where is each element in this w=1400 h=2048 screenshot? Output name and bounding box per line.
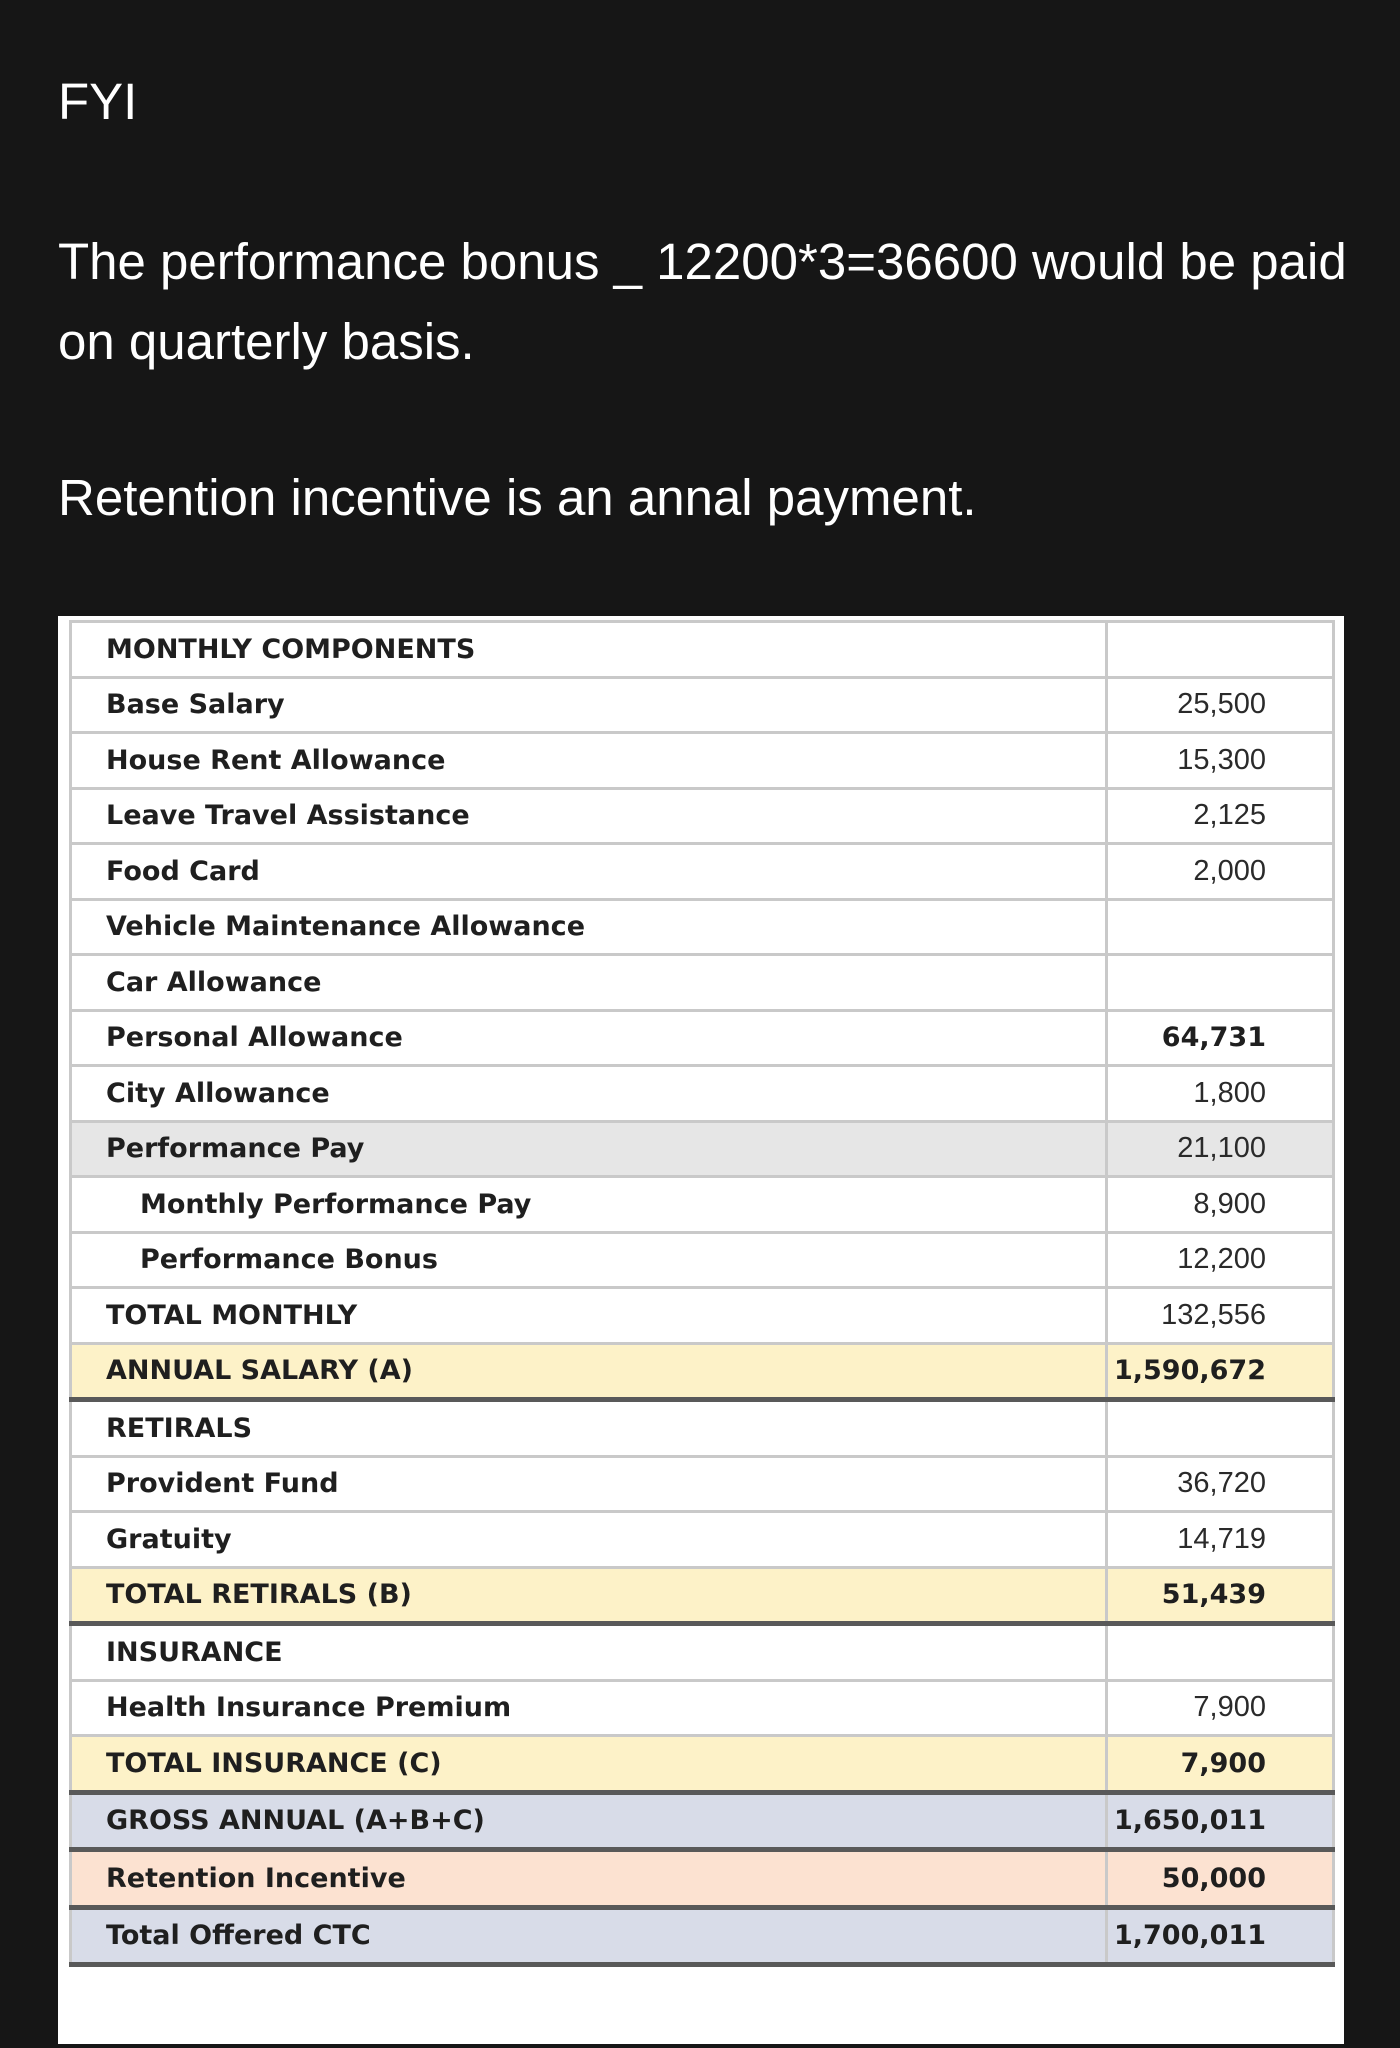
table-row	[71, 1567, 1334, 1624]
row-label: Base Salary	[71, 677, 1107, 733]
row-value	[1107, 1624, 1334, 1681]
row-value: 64,731	[1107, 1010, 1334, 1066]
row-value: 50,000	[1107, 1850, 1334, 1908]
table-row	[71, 1010, 1334, 1066]
row-value: 1,800	[1107, 1066, 1334, 1122]
row-value: 21,100	[1107, 1121, 1334, 1177]
table-row	[71, 899, 1334, 955]
row-label: GROSS ANNUAL (A+B+C)	[71, 1792, 1107, 1850]
row-label: TOTAL MONTHLY	[71, 1288, 1107, 1344]
row-value: 1,700,011	[1107, 1907, 1334, 1965]
message-retention-incentive: Retention incentive is an annal payment.	[58, 469, 977, 526]
row-value: 25,500	[1107, 677, 1334, 733]
row-label: ANNUAL SALARY (A)	[71, 1343, 1107, 1400]
row-value: 7,900	[1107, 1736, 1334, 1793]
row-value: 7,900	[1107, 1680, 1334, 1736]
table-row	[71, 1907, 1334, 1965]
salary-breakdown-image	[58, 616, 1344, 2044]
row-value	[1107, 955, 1334, 1011]
row-label: Food Card	[71, 844, 1107, 900]
row-value	[1107, 622, 1334, 678]
row-value: 51,439	[1107, 1567, 1334, 1624]
row-value: 1,590,672	[1107, 1343, 1334, 1400]
row-value: 14,719	[1107, 1512, 1334, 1568]
row-label: TOTAL INSURANCE (C)	[71, 1736, 1107, 1793]
table-row	[71, 1680, 1334, 1736]
table-row	[71, 677, 1334, 733]
table-row	[71, 1792, 1334, 1850]
row-label: City Allowance	[71, 1066, 1107, 1122]
row-value	[1107, 1400, 1334, 1457]
row-value: 2,000	[1107, 844, 1334, 900]
row-label: Vehicle Maintenance Allowance	[71, 899, 1107, 955]
table-row	[71, 733, 1334, 789]
row-label: Health Insurance Premium	[71, 1680, 1107, 1736]
table-row	[71, 1232, 1334, 1288]
row-value: 132,556	[1107, 1288, 1334, 1344]
table-row	[71, 788, 1334, 844]
table-row	[71, 1512, 1334, 1568]
row-label: Performance Pay	[71, 1121, 1107, 1177]
row-label: Personal Allowance	[71, 1010, 1107, 1066]
row-value: 2,125	[1107, 788, 1334, 844]
row-label: Leave Travel Assistance	[71, 788, 1107, 844]
row-value: 36,720	[1107, 1456, 1334, 1512]
row-label: INSURANCE	[71, 1624, 1107, 1681]
row-value: 15,300	[1107, 733, 1334, 789]
table-row	[71, 844, 1334, 900]
table-row	[71, 1343, 1334, 1400]
row-label: TOTAL RETIRALS (B)	[71, 1567, 1107, 1624]
table-row	[71, 955, 1334, 1011]
row-label: Monthly Performance Pay	[71, 1177, 1107, 1233]
row-label: Total Offered CTC	[71, 1907, 1107, 1965]
table-row	[71, 1066, 1334, 1122]
row-value: 8,900	[1107, 1177, 1334, 1233]
row-value: 1,650,011	[1107, 1792, 1334, 1850]
table-row	[71, 622, 1334, 678]
table-row	[71, 1400, 1334, 1457]
table-row	[71, 1736, 1334, 1793]
row-label: RETIRALS	[71, 1400, 1107, 1457]
row-label: Gratuity	[71, 1512, 1107, 1568]
table-row	[71, 1456, 1334, 1512]
message-performance-bonus: The performance bonus _ 12200*3=36600 would be paid on quarterly basis.	[58, 233, 1347, 370]
row-value	[1107, 899, 1334, 955]
row-label: MONTHLY COMPONENTS	[71, 622, 1107, 678]
salary-breakdown-table	[69, 620, 1335, 1967]
row-label: Car Allowance	[71, 955, 1107, 1011]
row-label: Retention Incentive	[71, 1850, 1107, 1908]
row-label: Performance Bonus	[71, 1232, 1107, 1288]
table-row	[71, 1624, 1334, 1681]
row-label: House Rent Allowance	[71, 733, 1107, 789]
row-label: Provident Fund	[71, 1456, 1107, 1512]
table-row	[71, 1288, 1334, 1344]
row-value: 12,200	[1107, 1232, 1334, 1288]
table-row	[71, 1850, 1334, 1908]
message-fyi: FYI	[58, 73, 138, 130]
table-row	[71, 1121, 1334, 1177]
table-row	[71, 1177, 1334, 1233]
